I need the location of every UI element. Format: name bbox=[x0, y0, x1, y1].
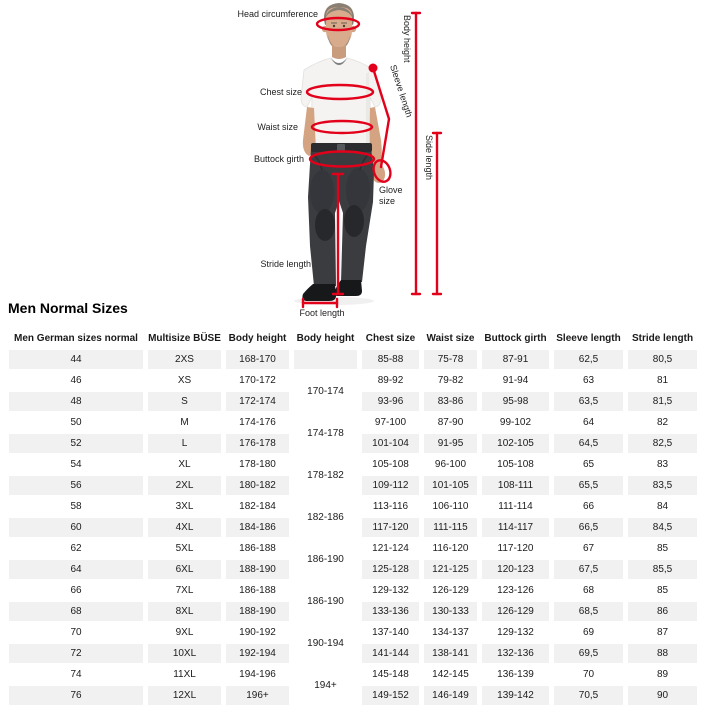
table-cell: 192-194 bbox=[226, 644, 289, 663]
table-cell: 138-141 bbox=[424, 644, 477, 663]
table-cell-body-height-group: 182-186 bbox=[294, 497, 357, 537]
table-cell: 178-180 bbox=[226, 455, 289, 474]
table-cell: 67 bbox=[554, 539, 623, 558]
table-cell: 101-104 bbox=[362, 434, 419, 453]
table-cell: 120-123 bbox=[482, 560, 549, 579]
table-cell: 68 bbox=[9, 602, 143, 621]
table-cell: 125-128 bbox=[362, 560, 419, 579]
table-cell: 88 bbox=[628, 644, 697, 663]
table-cell: 68,5 bbox=[554, 602, 623, 621]
page-title: Men Normal Sizes bbox=[8, 300, 128, 316]
table-cell: 172-174 bbox=[226, 392, 289, 411]
table-cell: 70 bbox=[554, 665, 623, 684]
table-row bbox=[9, 413, 697, 432]
table-cell: 184-186 bbox=[226, 518, 289, 537]
table-cell: 66 bbox=[554, 497, 623, 516]
table-cell: 74 bbox=[9, 665, 143, 684]
table-cell: 60 bbox=[9, 518, 143, 537]
table-cell-body-height-group: 178-182 bbox=[294, 455, 357, 495]
column-header-stride: Stride length bbox=[631, 332, 694, 344]
table-cell: 91-95 bbox=[424, 434, 477, 453]
table-cell: XS bbox=[148, 371, 221, 390]
table-cell: 81,5 bbox=[628, 392, 697, 411]
table-cell: 113-116 bbox=[362, 497, 419, 516]
table-cell-body-height-group: 194+ bbox=[294, 665, 357, 705]
table-cell: 10XL bbox=[148, 644, 221, 663]
table-cell: 105-108 bbox=[362, 455, 419, 474]
left-boot bbox=[302, 284, 336, 301]
table-cell: 72 bbox=[9, 644, 143, 663]
table-cell: 194-196 bbox=[226, 665, 289, 684]
table-cell: 89 bbox=[628, 665, 697, 684]
table-cell: 44 bbox=[9, 350, 143, 369]
table-cell: 84,5 bbox=[628, 518, 697, 537]
table-cell: 2XL bbox=[148, 476, 221, 495]
table-cell: 70,5 bbox=[554, 686, 623, 705]
foot-length-label: Foot length bbox=[299, 308, 345, 318]
table-cell: 3XL bbox=[148, 497, 221, 516]
table-cell: 86 bbox=[628, 602, 697, 621]
waist-size-label: Waist size bbox=[257, 122, 298, 132]
table-cell: 111-114 bbox=[482, 497, 549, 516]
table-cell: 121-125 bbox=[424, 560, 477, 579]
table-cell: 106-110 bbox=[424, 497, 477, 516]
table-cell: 188-190 bbox=[226, 560, 289, 579]
table-cell: 126-129 bbox=[424, 581, 477, 600]
table-cell: 90 bbox=[628, 686, 697, 705]
knee-patch bbox=[315, 209, 335, 241]
table-cell: 52 bbox=[9, 434, 143, 453]
table-cell: 81 bbox=[628, 371, 697, 390]
table-row bbox=[9, 455, 697, 474]
table-cell: 82,5 bbox=[628, 434, 697, 453]
table-cell-body-height-group bbox=[294, 350, 357, 369]
table-cell: 75-78 bbox=[424, 350, 477, 369]
table-cell-body-height-group: 186-190 bbox=[294, 581, 357, 621]
stride-length-label: Stride length bbox=[260, 259, 311, 269]
table-cell-body-height-group: 174-178 bbox=[294, 413, 357, 453]
header-row bbox=[9, 328, 697, 348]
table-cell: 82 bbox=[628, 413, 697, 432]
table-cell: L bbox=[148, 434, 221, 453]
table-cell: 146-149 bbox=[424, 686, 477, 705]
column-header-buttock: Buttock girth bbox=[484, 332, 547, 344]
table-row bbox=[9, 581, 697, 600]
table-cell: 136-139 bbox=[482, 665, 549, 684]
body-height-label: Body height bbox=[402, 15, 412, 63]
table-cell: 62,5 bbox=[554, 350, 623, 369]
table-cell: 111-115 bbox=[424, 518, 477, 537]
table-cell: 58 bbox=[9, 497, 143, 516]
table-cell: 186-188 bbox=[226, 581, 289, 600]
table-cell: 101-105 bbox=[424, 476, 477, 495]
table-cell-body-height-group: 170-174 bbox=[294, 371, 357, 411]
table-cell: 99-102 bbox=[482, 413, 549, 432]
table-cell: 117-120 bbox=[482, 539, 549, 558]
table-cell: 9XL bbox=[148, 623, 221, 642]
table-cell: 87-91 bbox=[482, 350, 549, 369]
table-cell: 96-100 bbox=[424, 455, 477, 474]
column-header-body-height: Body height bbox=[228, 332, 287, 344]
glove-size-label-2: size bbox=[379, 196, 396, 206]
table-cell: 126-129 bbox=[482, 602, 549, 621]
table-cell: 66,5 bbox=[554, 518, 623, 537]
table-cell: 85-88 bbox=[362, 350, 419, 369]
measurement-figure bbox=[0, 0, 720, 330]
table-cell: M bbox=[148, 413, 221, 432]
table-cell: 70 bbox=[9, 623, 143, 642]
table-row bbox=[9, 371, 697, 390]
table-cell: 145-148 bbox=[362, 665, 419, 684]
table-cell: 69 bbox=[554, 623, 623, 642]
table-cell: 65,5 bbox=[554, 476, 623, 495]
table-cell: 142-145 bbox=[424, 665, 477, 684]
column-header-sleeve: Sleeve length bbox=[556, 332, 621, 344]
table-cell: 95-98 bbox=[482, 392, 549, 411]
column-header-body-height-grouped: Body height bbox=[296, 332, 355, 344]
table-cell: 64 bbox=[554, 413, 623, 432]
table-cell: 56 bbox=[9, 476, 143, 495]
sleeve-length-label: Sleeve length bbox=[388, 63, 415, 119]
table-cell: 168-170 bbox=[226, 350, 289, 369]
table-row bbox=[9, 539, 697, 558]
table-cell: 139-142 bbox=[482, 686, 549, 705]
glove-size-label: Glove bbox=[379, 185, 403, 195]
table-cell: 50 bbox=[9, 413, 143, 432]
table-cell: 134-137 bbox=[424, 623, 477, 642]
table-cell: 102-105 bbox=[482, 434, 549, 453]
column-header-multisize: Multisize BÜSE bbox=[148, 332, 221, 344]
table-cell: 4XL bbox=[148, 518, 221, 537]
table-cell: 180-182 bbox=[226, 476, 289, 495]
table-cell: 132-136 bbox=[482, 644, 549, 663]
table-cell: 63,5 bbox=[554, 392, 623, 411]
table-cell: 141-144 bbox=[362, 644, 419, 663]
table-cell: 80,5 bbox=[628, 350, 697, 369]
table-cell: 46 bbox=[9, 371, 143, 390]
table-cell: 83,5 bbox=[628, 476, 697, 495]
table-cell: S bbox=[148, 392, 221, 411]
table-cell: 93-96 bbox=[362, 392, 419, 411]
column-header-sizes: Men German sizes normal bbox=[14, 332, 138, 344]
column-header-chest: Chest size bbox=[365, 332, 416, 344]
table-cell: 87 bbox=[628, 623, 697, 642]
knee-patch bbox=[344, 205, 364, 237]
table-cell: XL bbox=[148, 455, 221, 474]
table-cell: 174-176 bbox=[226, 413, 289, 432]
table-cell: 64,5 bbox=[554, 434, 623, 453]
table-row bbox=[9, 350, 697, 369]
table-cell-body-height-group: 190-194 bbox=[294, 623, 357, 663]
table-cell: 129-132 bbox=[482, 623, 549, 642]
table-cell: 87-90 bbox=[424, 413, 477, 432]
table-cell: 170-172 bbox=[226, 371, 289, 390]
table-cell: 196+ bbox=[226, 686, 289, 705]
table-cell: 116-120 bbox=[424, 539, 477, 558]
head-circumference-label: Head circumference bbox=[237, 9, 318, 19]
table-cell: 188-190 bbox=[226, 602, 289, 621]
table-cell: 85 bbox=[628, 539, 697, 558]
table-cell: 108-111 bbox=[482, 476, 549, 495]
table-cell: 176-178 bbox=[226, 434, 289, 453]
table-cell: 64 bbox=[9, 560, 143, 579]
table-cell: 129-132 bbox=[362, 581, 419, 600]
sleeve-length-dot bbox=[369, 64, 378, 73]
table-cell: 84 bbox=[628, 497, 697, 516]
table-cell: 186-188 bbox=[226, 539, 289, 558]
table-cell: 83-86 bbox=[424, 392, 477, 411]
table-cell: 117-120 bbox=[362, 518, 419, 537]
chest-size-label: Chest size bbox=[259, 87, 302, 97]
table-row bbox=[9, 665, 697, 684]
table-cell: 76 bbox=[9, 686, 143, 705]
table-cell: 12XL bbox=[148, 686, 221, 705]
table-cell: 133-136 bbox=[362, 602, 419, 621]
table-cell: 85 bbox=[628, 581, 697, 600]
table-cell: 97-100 bbox=[362, 413, 419, 432]
table-cell: 6XL bbox=[148, 560, 221, 579]
belt-buckle bbox=[337, 144, 345, 151]
table-cell: 123-126 bbox=[482, 581, 549, 600]
table-cell: 137-140 bbox=[362, 623, 419, 642]
column-header-waist: Waist size bbox=[426, 332, 475, 344]
table-cell: 67,5 bbox=[554, 560, 623, 579]
table-cell: 62 bbox=[9, 539, 143, 558]
table-cell: 109-112 bbox=[362, 476, 419, 495]
table-cell: 182-184 bbox=[226, 497, 289, 516]
table-cell: 2XS bbox=[148, 350, 221, 369]
table-cell: 105-108 bbox=[482, 455, 549, 474]
table-cell-body-height-group: 186-190 bbox=[294, 539, 357, 579]
table-cell: 8XL bbox=[148, 602, 221, 621]
size-table bbox=[4, 326, 702, 707]
table-cell: 114-117 bbox=[482, 518, 549, 537]
table-row bbox=[9, 497, 697, 516]
table-cell: 83 bbox=[628, 455, 697, 474]
table-cell: 7XL bbox=[148, 581, 221, 600]
table-cell: 63 bbox=[554, 371, 623, 390]
table-cell: 66 bbox=[9, 581, 143, 600]
table-cell: 89-92 bbox=[362, 371, 419, 390]
table-cell: 68 bbox=[554, 581, 623, 600]
table-cell: 79-82 bbox=[424, 371, 477, 390]
table-cell: 54 bbox=[9, 455, 143, 474]
buttock-girth-label: Buttock girth bbox=[253, 154, 304, 164]
table-row bbox=[9, 623, 697, 642]
table-cell: 5XL bbox=[148, 539, 221, 558]
table-cell: 121-124 bbox=[362, 539, 419, 558]
table-cell: 149-152 bbox=[362, 686, 419, 705]
table-cell: 48 bbox=[9, 392, 143, 411]
table-cell: 85,5 bbox=[628, 560, 697, 579]
table-cell: 130-133 bbox=[424, 602, 477, 621]
table-cell: 91-94 bbox=[482, 371, 549, 390]
table-cell: 69,5 bbox=[554, 644, 623, 663]
side-length-label: Side length bbox=[424, 135, 434, 181]
table-cell: 11XL bbox=[148, 665, 221, 684]
table-cell: 65 bbox=[554, 455, 623, 474]
table-cell: 190-192 bbox=[226, 623, 289, 642]
